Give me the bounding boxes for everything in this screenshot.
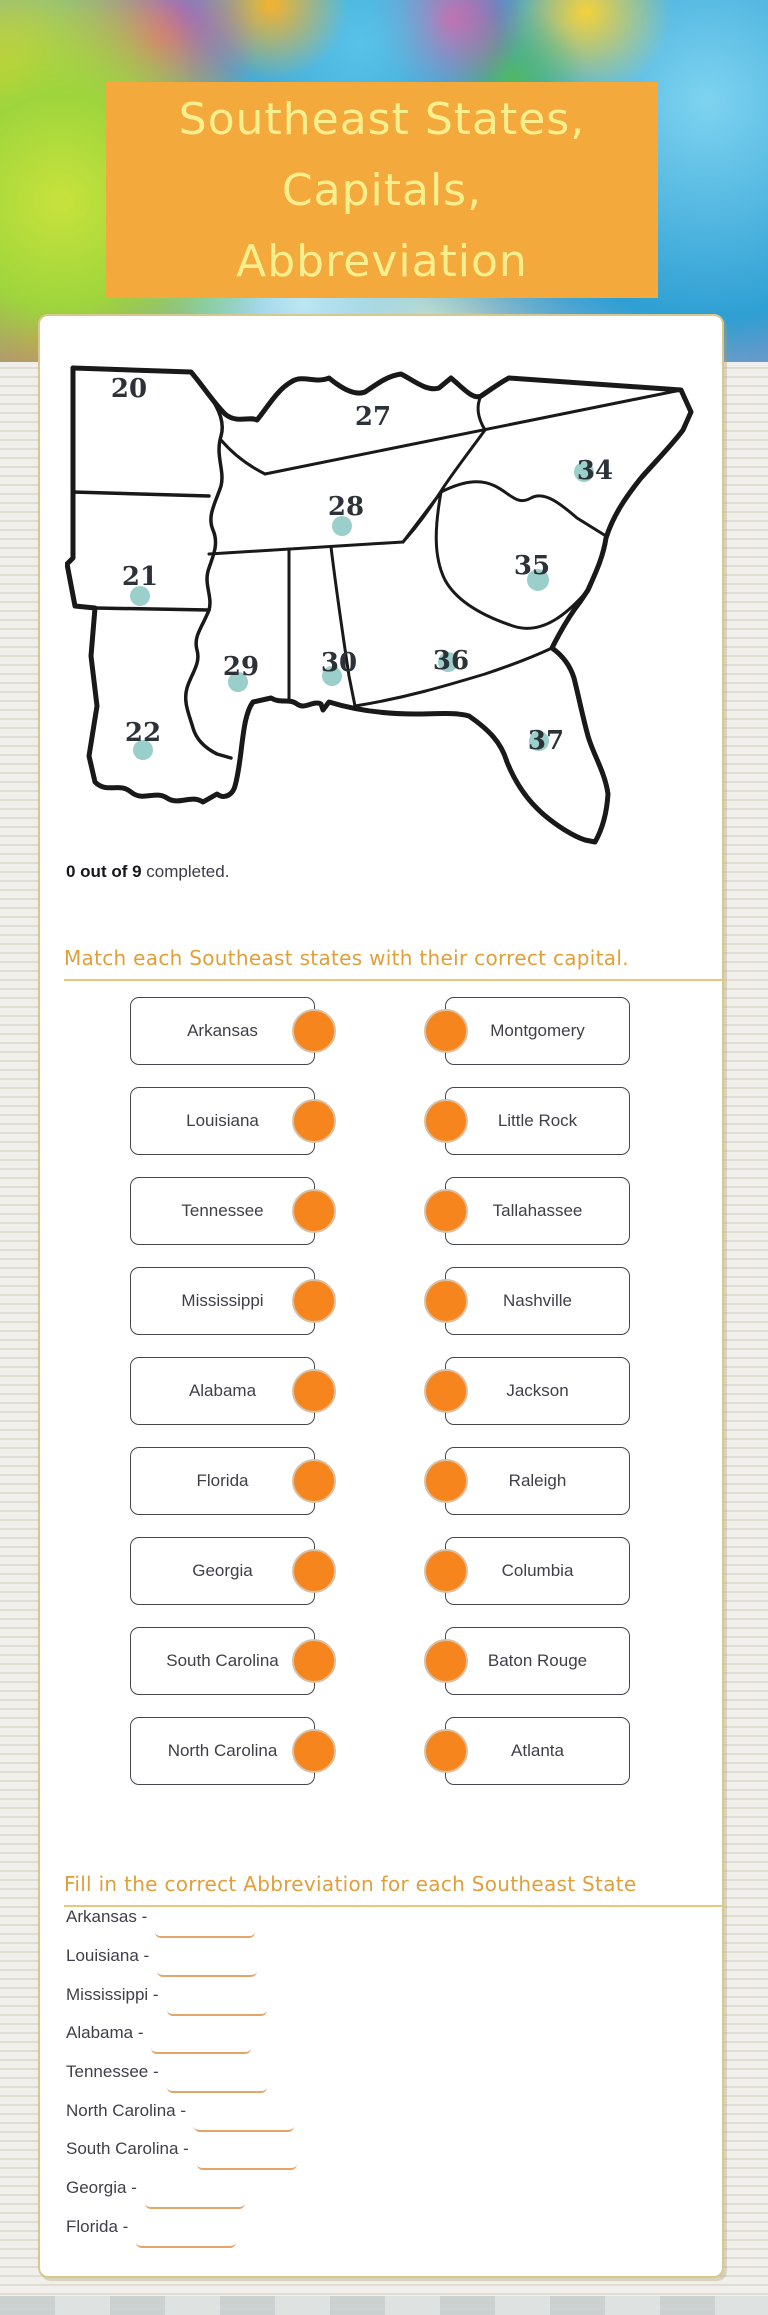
connector-dot[interactable]	[424, 1639, 468, 1683]
match-capital-raleigh[interactable]	[445, 1447, 630, 1515]
worksheet-card	[38, 314, 724, 2278]
fill-section-heading: Fill in the correct Abbreviation for each Southeast State	[64, 1872, 724, 1907]
connector-dot[interactable]	[424, 1459, 468, 1503]
match-capital-tallahassee[interactable]	[445, 1177, 630, 1245]
match-state-alabama[interactable]	[130, 1357, 315, 1425]
progress-label: completed.	[141, 862, 230, 881]
map-number-35: 35	[513, 551, 551, 581]
connector-dot[interactable]	[292, 1279, 336, 1323]
map-number-27: 27	[354, 402, 392, 432]
match-capital-label: Raleigh	[508, 1471, 567, 1490]
connector-dot[interactable]	[292, 1549, 336, 1593]
abbreviation-input-arkansas[interactable]	[155, 1920, 255, 1938]
match-row	[40, 997, 720, 1087]
connector-dot[interactable]	[424, 1189, 468, 1233]
connector-dot[interactable]	[424, 1369, 468, 1413]
match-capital-atlanta[interactable]	[445, 1717, 630, 1785]
abbreviation-input-alabama[interactable]	[151, 2036, 251, 2054]
progress-count: 0 out of 9	[66, 862, 142, 881]
map-number-28: 28	[327, 492, 365, 522]
match-state-arkansas[interactable]	[130, 997, 315, 1065]
connector-dot[interactable]	[292, 1369, 336, 1413]
match-state-label: Mississippi	[181, 1291, 264, 1310]
match-section-heading: Match each Southeast states with their correct capital.	[64, 946, 724, 981]
match-capital-label: Jackson	[506, 1381, 569, 1400]
connector-dot[interactable]	[292, 1099, 336, 1143]
match-state-label: Georgia	[192, 1561, 253, 1580]
match-capital-label: Nashville	[503, 1291, 572, 1310]
match-capital-nashville[interactable]	[445, 1267, 630, 1335]
map-number-21: 21	[121, 562, 159, 592]
map-number-20: 20	[110, 374, 148, 404]
match-capital-label: Tallahassee	[492, 1201, 583, 1220]
match-row	[40, 1267, 720, 1357]
fill-row-mississippi	[66, 1975, 686, 2014]
match-row	[40, 1717, 720, 1807]
map-number-29: 29	[222, 652, 260, 682]
fill-label: South Carolina -	[66, 2139, 189, 2159]
title-line-2: Capitals,	[281, 164, 483, 216]
fill-label: Alabama -	[66, 2023, 144, 2043]
map-image	[65, 358, 725, 850]
match-capital-label: Baton Rouge	[487, 1651, 588, 1670]
title-line-3: Abbreviation	[236, 235, 528, 287]
fill-row-louisiana	[66, 1937, 686, 1976]
match-capital-montgomery[interactable]	[445, 997, 630, 1065]
abbreviation-input-south-carolina[interactable]	[197, 2152, 297, 2170]
page-bottom-texture	[0, 2296, 768, 2315]
connector-dot[interactable]	[424, 1549, 468, 1593]
connector-dot[interactable]	[292, 1729, 336, 1773]
abbreviation-input-louisiana[interactable]	[157, 1959, 257, 1977]
fill-label: Arkansas -	[66, 1907, 148, 1927]
connector-dot[interactable]	[292, 1189, 336, 1233]
match-capital-label: Montgomery	[490, 1021, 585, 1040]
match-capital-label: Atlanta	[511, 1741, 564, 1760]
match-state-label: Louisiana	[186, 1111, 259, 1130]
abbreviation-input-florida[interactable]	[136, 2230, 236, 2248]
fill-label: Tennessee -	[66, 2062, 159, 2082]
match-capital-columbia[interactable]	[445, 1537, 630, 1605]
match-row	[40, 1087, 720, 1177]
southeast-states-map	[65, 358, 725, 850]
connector-dot[interactable]	[424, 1099, 468, 1143]
match-capital-label: Little Rock	[497, 1111, 578, 1130]
match-list	[40, 997, 720, 1807]
match-state-tennessee[interactable]	[130, 1177, 315, 1245]
match-state-mississippi[interactable]	[130, 1267, 315, 1335]
fill-row-arkansas	[66, 1898, 686, 1937]
match-row	[40, 1177, 720, 1267]
fill-label: Mississippi -	[66, 1984, 159, 2004]
fill-row-georgia	[66, 2169, 686, 2208]
match-row	[40, 1537, 720, 1627]
match-state-label: North Carolina	[167, 1741, 278, 1760]
fill-label: North Carolina -	[66, 2100, 186, 2120]
match-state-louisiana[interactable]	[130, 1087, 315, 1155]
map-number-22: 22	[124, 718, 162, 748]
fill-row-tennessee	[66, 2053, 686, 2092]
match-row	[40, 1357, 720, 1447]
match-capital-label: Columbia	[501, 1561, 574, 1580]
connector-dot[interactable]	[292, 1009, 336, 1053]
abbreviation-fill-list	[66, 1898, 686, 2246]
match-capital-little-rock[interactable]	[445, 1087, 630, 1155]
match-row	[40, 1447, 720, 1537]
match-state-north-carolina[interactable]	[130, 1717, 315, 1785]
abbreviation-input-mississippi[interactable]	[167, 1998, 267, 2016]
match-state-label: South Carolina	[166, 1651, 279, 1670]
map-number-30: 30	[320, 648, 358, 678]
fill-row-north-carolina	[66, 2091, 686, 2130]
match-state-label: Arkansas	[187, 1021, 258, 1040]
match-capital-jackson[interactable]	[445, 1357, 630, 1425]
abbreviation-input-north-carolina[interactable]	[194, 2114, 294, 2132]
title-line-1: Southeast States,	[178, 93, 586, 145]
fill-row-alabama	[66, 2014, 686, 2053]
connector-dot[interactable]	[424, 1279, 468, 1323]
worksheet-title-banner	[106, 82, 658, 298]
match-state-label: Florida	[196, 1471, 249, 1490]
match-state-florida[interactable]	[130, 1447, 315, 1515]
match-state-georgia[interactable]	[130, 1537, 315, 1605]
connector-dot[interactable]	[424, 1729, 468, 1773]
connector-dot[interactable]	[424, 1009, 468, 1053]
map-number-34: 34	[576, 456, 614, 486]
progress-status	[66, 862, 229, 882]
match-state-label: Alabama	[188, 1381, 257, 1400]
map-number-37: 37	[527, 726, 565, 756]
abbreviation-input-tennessee[interactable]	[167, 2075, 267, 2093]
map-number-36: 36	[432, 646, 470, 676]
connector-dot[interactable]	[292, 1459, 336, 1503]
match-state-label: Tennessee	[181, 1201, 264, 1220]
fill-row-florida	[66, 2208, 686, 2247]
match-capital-baton-rouge[interactable]	[445, 1627, 630, 1695]
fill-label: Louisiana -	[66, 1946, 150, 1966]
fill-label: Florida -	[66, 2216, 129, 2236]
connector-dot[interactable]	[292, 1639, 336, 1683]
fill-label: Georgia -	[66, 2178, 137, 2198]
match-state-south-carolina[interactable]	[130, 1627, 315, 1695]
match-row	[40, 1627, 720, 1717]
abbreviation-input-georgia[interactable]	[145, 2191, 245, 2209]
fill-row-south-carolina	[66, 2130, 686, 2169]
